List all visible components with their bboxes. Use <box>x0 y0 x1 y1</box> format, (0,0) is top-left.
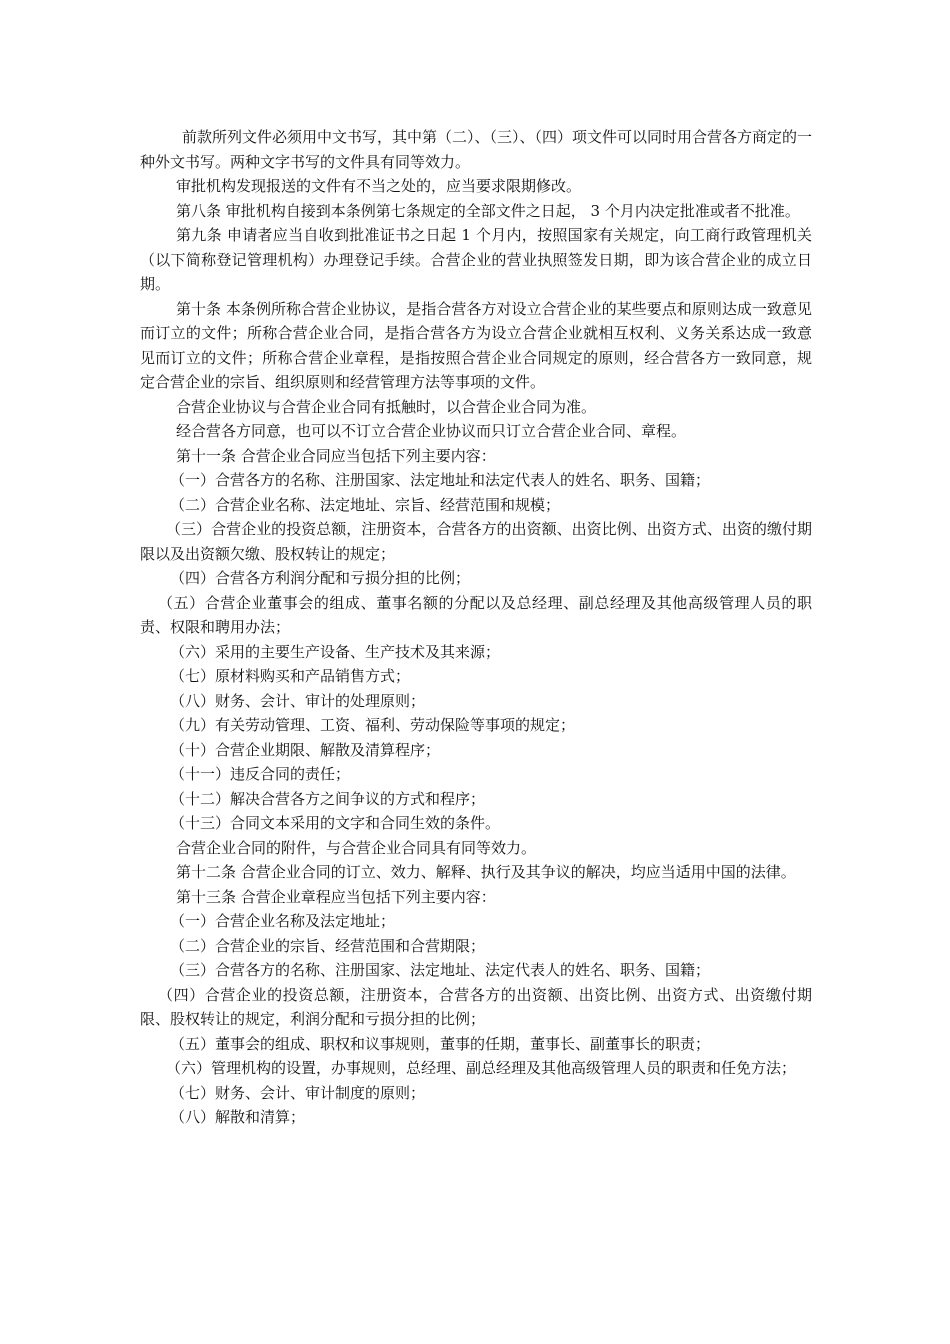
paragraph-review-modification: 审批机构发现报送的文件有不当之处的，应当要求限期修改。 <box>176 177 582 195</box>
list-item-contract-10: （十）合营企业期限、解散及清算程序； <box>170 740 441 759</box>
list-item-articles-7: （七）财务、会计、审计制度的原则； <box>170 1083 426 1102</box>
list-item-contract-3: （三）合营企业的投资总额，注册资本，合营各方的出资额、出资比例、出资方式、出资的缴付期限以及出资额欠缴、股权转让的规定； <box>140 520 812 563</box>
paragraph-conflict-rule: 合营企业协议与合营企业合同有抵触时，以合营企业合同为准。 <box>176 397 597 416</box>
paragraph-contract-annex: 合营企业合同的附件，与合营企业合同具有同等效力。 <box>176 838 537 857</box>
paragraph-article-12: 第十二条 合营企业合同的订立、效力、解释、执行及其争议的解决，均应当适用中国的法律。 <box>176 863 796 881</box>
list-item-articles-5: （五）董事会的组成、职权和议事规则，董事的任期，董事长、副董事长的职责； <box>170 1034 711 1053</box>
list-item-articles-2: （二）合营企业的宗旨、经营范围和合营期限； <box>170 936 486 955</box>
paragraph-article-11: 第十一条 合营企业合同应当包括下列主要内容： <box>176 446 496 465</box>
paragraph-article-8: 第八条 审批机构自接到本条例第七条规定的全部文件之日起， 3 个月内决定批准或者不批准。 <box>176 201 800 220</box>
list-item-contract-7: （七）原材料购买和产品销售方式； <box>170 667 411 685</box>
list-item-contract-8: （八）财务、会计、审计的处理原则； <box>170 691 426 710</box>
list-item-contract-5: （五）合营企业董事会的组成、董事名额的分配以及总经理、副总经理及其他高级管理人员的职责、权限和聘用办法； <box>140 593 812 636</box>
list-item-contract-13: （十三）合同文本采用的文字和合同生效的条件。 <box>170 814 501 832</box>
list-item-contract-6: （六）采用的主要生产设备、生产技术及其来源； <box>170 642 501 661</box>
list-item-contract-4: （四）合营各方利润分配和亏损分担的比例； <box>170 569 471 587</box>
list-item-contract-1: （一）合营各方的名称、注册国家、法定地址和法定代表人的姓名、职务、国籍； <box>170 471 711 489</box>
paragraph-language-requirement: 前款所列文件必须用中文书写，其中第（二）、（三）、（四）项文件可以同时用合营各方商定的一种外文书写。两种文字书写的文件具有同等效力。 <box>140 128 813 171</box>
list-item-contract-12: （十二）解决合营各方之间争议的方式和程序； <box>170 789 486 808</box>
list-item-articles-4: （四）合营企业的投资总额，注册资本，合营各方的出资额、出资比例、出资方式、出资缴付期限、股权转让的规定，利润分配和亏损分担的比例； <box>140 985 812 1028</box>
paragraph-article-10: 第十条 本条例所称合营企业协议，是指合营各方对设立合营企业的某些要点和原则达成一致意见而订立的文件；所称合营企业合同，是指合营各方为设立合营企业就相互权利、义务关系达成一致意见而订立的文件；所称合营企业章程，是指按照合营企业合同规定的原则，经合营各方一致同意，规定合营企业的宗旨、组织原则和经营管理方法等事项的文件。 <box>140 299 812 391</box>
paragraph-agreement-optional: 经合营各方同意，也可以不订立合营企业协议而只订立合营企业合同、章程。 <box>176 422 687 440</box>
list-item-contract-2: （二）合营企业名称、法定地址、宗旨、经营范围和规模； <box>170 495 561 514</box>
list-item-contract-9: （九）有关劳动管理、工资、福利、劳动保险等事项的规定； <box>170 716 576 734</box>
list-item-articles-1: （一）合营企业名称及法定地址； <box>170 912 396 930</box>
list-item-articles-6: （六）管理机构的设置，办事规则，总经理、副总经理及其他高级管理人员的职责和任免方法； <box>166 1059 797 1077</box>
paragraph-article-13: 第十三条 合营企业章程应当包括下列主要内容： <box>176 887 496 906</box>
list-item-articles-8: （八）解散和清算； <box>170 1108 306 1126</box>
document-page <box>140 125 812 1130</box>
paragraph-article-9: 第九条 申请者应当自收到批准证书之日起 1 个月内，按照国家有关规定，向工商行政管理机关（以下简称登记管理机构）办理登记手续。合营企业的营业执照签发日期，即为该合营企业的成立日期。 <box>140 226 812 293</box>
list-item-contract-11: （十一）违反合同的责任； <box>170 765 351 783</box>
list-item-articles-3: （三）合营各方的名称、注册国家、法定地址、法定代表人的姓名、职务、国籍； <box>170 961 711 979</box>
